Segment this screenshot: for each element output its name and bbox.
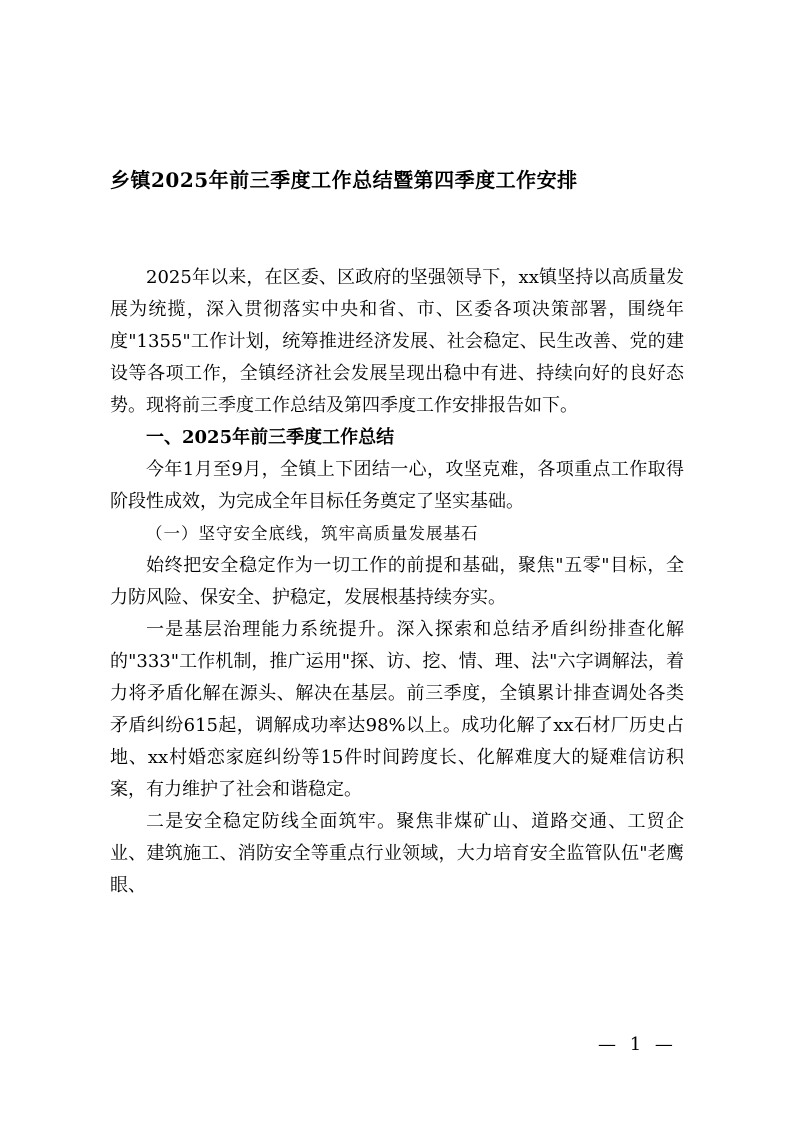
subsection-heading: （一）坚守安全底线，筑牢高质量发展基石 [146,524,479,543]
subsection-intro-paragraph: 始终把安全稳定作为一切工作的前提和基础，聚焦"五零"目标，全力防风险、保安全、护稳定，发展根基持续夯实。 [110,555,684,608]
point-one-paragraph: 一是基层治理能力系统提升。深入探索和总结矛盾纠纷排查化解的"333"工作机制，推广运用"探、访、挖、情、理、法"六字调解法，着力将矛盾化解在源头、解决在基层。前三季度，全镇累计排查调处各类矛盾纠纷615起，调解成功率达98%以上。成功化解了xx石材厂历史占地、xx村婚恋家庭纠纷等15件时间跨度长、化解难度大的疑难信访积案，有力维护了社会和谐稳定。 [110,619,684,800]
section-heading: 一、2025年前三季度工作总结 [146,427,395,448]
section-intro-paragraph: 今年1月至9月，全镇上下团结一心，攻坚克难，各项重点工作取得阶段性成效，为完成全年目标任务奠定了坚实基础。 [110,459,684,512]
document-body [110,262,684,902]
intro-paragraph: 2025年以来，在区委、区政府的坚强领导下，xx镇坚持以高质量发展为统揽，深入贯彻落实中央和省、市、区委各项决策部署，围绕年度"1355"工作计划，统筹推进经济发展、社会稳定、民生改善、党的建设等各项工作，全镇经济社会发展呈现出稳中有进、持续向好的良好态势。现将前三季度工作总结及第四季度工作安排报告如下。 [110,267,684,416]
document-title: 乡镇2025年前三季度工作总结暨第四季度工作安排 [110,168,578,192]
point-two-paragraph: 二是安全稳定防线全面筑牢。聚焦非煤矿山、道路交通、工贸企业、建筑施工、消防安全等重点行业领域，大力培育安全监管队伍"老鹰眼、 [110,811,684,896]
page-number: — 1 — [598,1034,677,1055]
